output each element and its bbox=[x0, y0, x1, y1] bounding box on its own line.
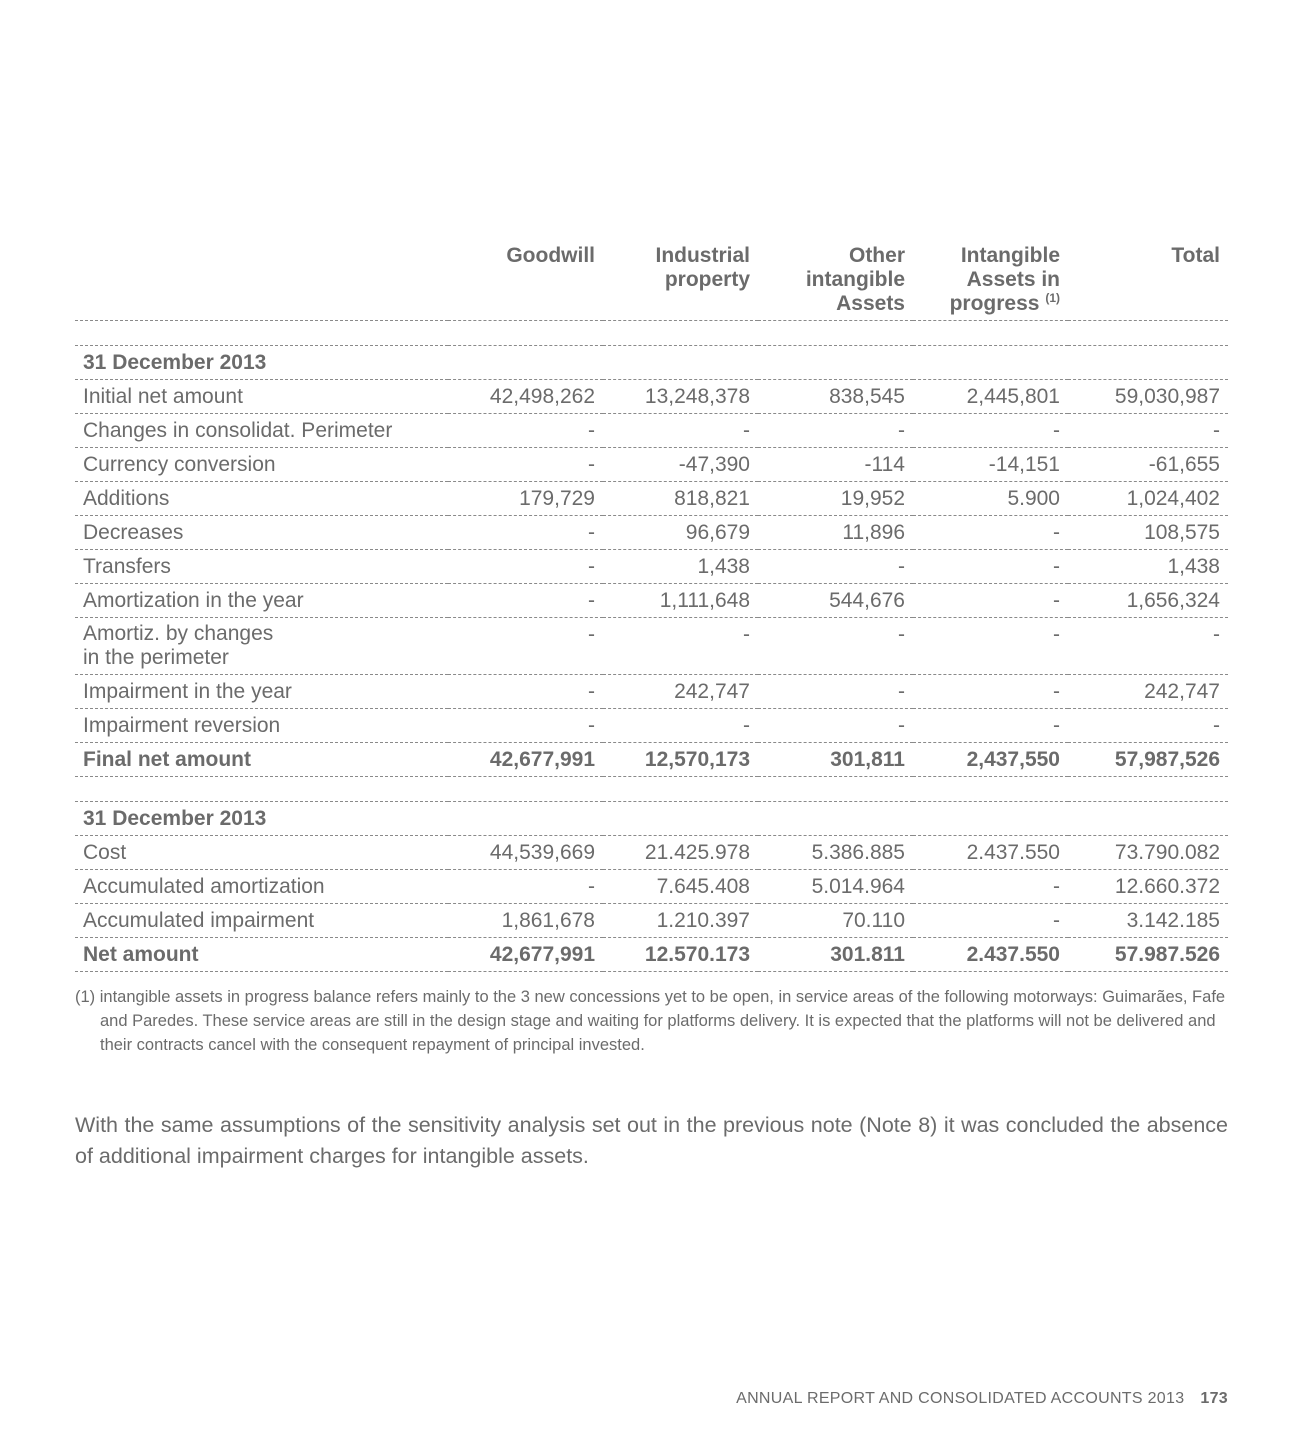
row-label: Initial net amount bbox=[75, 380, 448, 414]
cell-total: - bbox=[1068, 709, 1228, 743]
cell-goodwill: - bbox=[448, 675, 603, 709]
cell-progress: - bbox=[913, 584, 1068, 618]
row-label: Net amount bbox=[75, 938, 448, 972]
cell-other: 11,896 bbox=[758, 516, 913, 550]
body-paragraph: With the same assumptions of the sensitivity analysis set out in the previous note (Note 8) it was concluded the absence of additional impairment charges for intangible assets. bbox=[75, 1113, 1228, 1168]
cell-progress: 2.437.550 bbox=[913, 836, 1068, 870]
cell-goodwill: 42,677,991 bbox=[448, 938, 603, 972]
cell-goodwill: - bbox=[448, 618, 603, 675]
cell-progress: 2,445,801 bbox=[913, 380, 1068, 414]
section-title: 31 December 2013 bbox=[75, 346, 1228, 380]
cell-total: 57.987.526 bbox=[1068, 938, 1228, 972]
section-title: 31 December 2013 bbox=[75, 802, 1228, 836]
cell-total: 59,030,987 bbox=[1068, 380, 1228, 414]
cell-industrial: - bbox=[603, 709, 758, 743]
cell-industrial: 21.425.978 bbox=[603, 836, 758, 870]
cell-goodwill: - bbox=[448, 516, 603, 550]
table-row bbox=[75, 516, 1228, 550]
net-amount-row bbox=[75, 938, 1228, 972]
cell-progress: - bbox=[913, 618, 1068, 675]
cell-goodwill: 179,729 bbox=[448, 482, 603, 516]
row-label: Accumulated impairment bbox=[75, 904, 448, 938]
section1-rows-after bbox=[75, 675, 1228, 743]
section2-rows bbox=[75, 836, 1228, 938]
cell-other: 301.811 bbox=[758, 938, 913, 972]
page-content bbox=[75, 240, 1228, 1172]
cell-total: 3.142.185 bbox=[1068, 904, 1228, 938]
cell-other: -114 bbox=[758, 448, 913, 482]
table-row bbox=[75, 414, 1228, 448]
cell-goodwill: 44,539,669 bbox=[448, 836, 603, 870]
cell-other: 70.110 bbox=[758, 904, 913, 938]
footer-title: ANNUAL REPORT AND CONSOLIDATED ACCOUNTS 2013 bbox=[736, 1390, 1185, 1407]
cell-industrial: 1.210.397 bbox=[603, 904, 758, 938]
cell-other: - bbox=[758, 709, 913, 743]
row-label: Accumulated amortization bbox=[75, 870, 448, 904]
final-net-amount-row bbox=[75, 743, 1228, 777]
table-row bbox=[75, 482, 1228, 516]
cell-goodwill: - bbox=[448, 414, 603, 448]
row-label: Changes in consolidat. Perimeter bbox=[75, 414, 448, 448]
cell-goodwill: 42,677,991 bbox=[448, 743, 603, 777]
cell-industrial: -47,390 bbox=[603, 448, 758, 482]
row-label: Cost bbox=[75, 836, 448, 870]
spacer-row bbox=[75, 777, 1228, 802]
cell-total: 242,747 bbox=[1068, 675, 1228, 709]
cell-other: 301,811 bbox=[758, 743, 913, 777]
table-row bbox=[75, 584, 1228, 618]
cell-other: 544,676 bbox=[758, 584, 913, 618]
row-label: Final net amount bbox=[75, 743, 448, 777]
cell-goodwill: 42,498,262 bbox=[448, 380, 603, 414]
section1-rows bbox=[75, 380, 1228, 618]
cell-industrial: 96,679 bbox=[603, 516, 758, 550]
table-row bbox=[75, 709, 1228, 743]
cell-progress: -14,151 bbox=[913, 448, 1068, 482]
header-other-intangible-assets: Other intangible Assets bbox=[758, 240, 913, 321]
table-row bbox=[75, 870, 1228, 904]
table-row bbox=[75, 550, 1228, 584]
cell-industrial: 818,821 bbox=[603, 482, 758, 516]
cell-total: 1,024,402 bbox=[1068, 482, 1228, 516]
cell-total: 1,656,324 bbox=[1068, 584, 1228, 618]
cell-progress: - bbox=[913, 904, 1068, 938]
cell-progress: - bbox=[913, 675, 1068, 709]
cell-other: 838,545 bbox=[758, 380, 913, 414]
header-industrial-property: Industrial property bbox=[603, 240, 758, 321]
table-row bbox=[75, 448, 1228, 482]
cell-other: 19,952 bbox=[758, 482, 913, 516]
section-title-row bbox=[75, 346, 1228, 380]
cell-progress: - bbox=[913, 550, 1068, 584]
cell-industrial: 1,111,648 bbox=[603, 584, 758, 618]
cell-industrial: 1,438 bbox=[603, 550, 758, 584]
header-intangible-assets-in-progress: Intangible Assets in progress $^{(1)}$ bbox=[913, 240, 1068, 321]
cell-goodwill: - bbox=[448, 550, 603, 584]
row-label: Impairment in the year bbox=[75, 675, 448, 709]
cell-industrial: - bbox=[603, 618, 758, 675]
cell-goodwill: 1,861,678 bbox=[448, 904, 603, 938]
cell-progress: 2,437,550 bbox=[913, 743, 1068, 777]
cell-industrial: 7.645.408 bbox=[603, 870, 758, 904]
row-label: Additions bbox=[75, 482, 448, 516]
cell-progress: - bbox=[913, 414, 1068, 448]
row-label: Currency conversion bbox=[75, 448, 448, 482]
table-row bbox=[75, 904, 1228, 938]
row-label: Transfers bbox=[75, 550, 448, 584]
section-title-row bbox=[75, 802, 1228, 836]
cell-total: 12.660.372 bbox=[1068, 870, 1228, 904]
footnote-marker: (1) bbox=[1045, 291, 1060, 305]
row-label: Amortization in the year bbox=[75, 584, 448, 618]
cell-progress: 2.437.550 bbox=[913, 938, 1068, 972]
page-number: 173 bbox=[1200, 1390, 1228, 1407]
cell-other: - bbox=[758, 414, 913, 448]
table-header-row bbox=[75, 240, 1228, 321]
row-label: Impairment reversion bbox=[75, 709, 448, 743]
cell-total: - bbox=[1068, 618, 1228, 675]
row-label: Amortiz. by changes in the perimeter bbox=[75, 618, 448, 675]
cell-progress: - bbox=[913, 709, 1068, 743]
intangible-assets-table bbox=[75, 240, 1228, 972]
cell-other: - bbox=[758, 618, 913, 675]
cell-other: 5.386.885 bbox=[758, 836, 913, 870]
cell-total: 73.790.082 bbox=[1068, 836, 1228, 870]
cell-total: 57,987,526 bbox=[1068, 743, 1228, 777]
cell-other: - bbox=[758, 675, 913, 709]
table-row bbox=[75, 618, 1228, 675]
table-row bbox=[75, 380, 1228, 414]
footnote: (1) intangible assets in progress balance refers mainly to the 3 new concessions yet to be open, in service areas of the following motorways: Guimarães, Fafe and Paredes. These service areas are still in the design stage and waiting for platforms delivery. It is expected that the platforms will not be delivered and their contracts cancel with the consequent repayment of principal invested. bbox=[75, 988, 1226, 1054]
header-blank bbox=[75, 240, 448, 321]
cell-goodwill: - bbox=[448, 709, 603, 743]
cell-other: - bbox=[758, 550, 913, 584]
cell-total: 108,575 bbox=[1068, 516, 1228, 550]
page-footer bbox=[736, 1390, 1228, 1408]
cell-other: 5.014.964 bbox=[758, 870, 913, 904]
cell-industrial: - bbox=[603, 414, 758, 448]
header-total: Total bbox=[1068, 240, 1228, 321]
cell-industrial: 12.570.173 bbox=[603, 938, 758, 972]
cell-progress: - bbox=[913, 516, 1068, 550]
cell-progress: 5.900 bbox=[913, 482, 1068, 516]
cell-progress: - bbox=[913, 870, 1068, 904]
row-label: Decreases bbox=[75, 516, 448, 550]
table-row bbox=[75, 675, 1228, 709]
cell-industrial: 13,248,378 bbox=[603, 380, 758, 414]
header-goodwill: Goodwill bbox=[448, 240, 603, 321]
cell-total: 1,438 bbox=[1068, 550, 1228, 584]
spacer-row bbox=[75, 321, 1228, 346]
table-row bbox=[75, 836, 1228, 870]
cell-goodwill: - bbox=[448, 448, 603, 482]
cell-total: -61,655 bbox=[1068, 448, 1228, 482]
cell-goodwill: - bbox=[448, 584, 603, 618]
cell-goodwill: - bbox=[448, 870, 603, 904]
cell-industrial: 12,570,173 bbox=[603, 743, 758, 777]
cell-industrial: 242,747 bbox=[603, 675, 758, 709]
cell-total: - bbox=[1068, 414, 1228, 448]
